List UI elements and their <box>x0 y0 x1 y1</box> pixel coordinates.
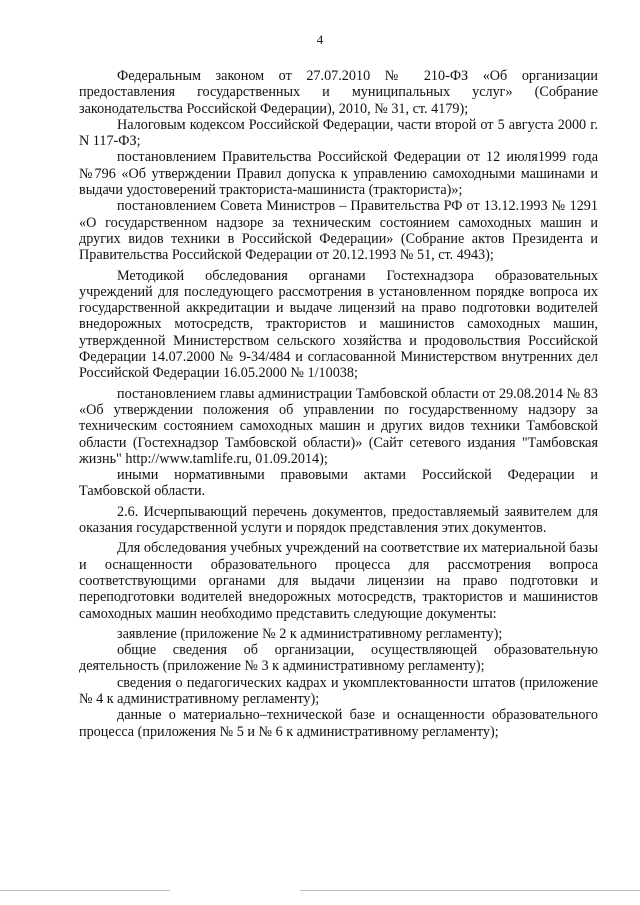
paragraph-tax-code: Налоговым кодексом Российской Федерации, части второй от 5 августа 2000 г. N 117-ФЗ; <box>79 116 598 150</box>
footer-rule-right <box>300 890 640 891</box>
footer-rule-left <box>0 890 170 891</box>
paragraph-staff-info: сведения о педагогических кадрах и укомплектованности штатов (приложение № 4 к административному регламенту); <box>79 674 598 707</box>
document-body <box>79 68 598 740</box>
paragraph-methodology: Методикой обследования органами Гостехнадзора образовательных учреждений для последующего рассмотрения в установленном порядке вопроса их государственной аккредитации и выдаче лицензий на право подготовки водителей внедорожных мотосредств, трактористов и машинистов самоходных машин, утвержденной Министерством сельского хозяйства и продовольствия Российской Федерации 14.07.2000 № 9-34/484 и согласованной Министерством внутренних дел Российской Федерации 16.05.2000 № 1/10038; <box>79 267 598 382</box>
paragraph-federal-law-210: Федеральным законом от 27.07.2010 № 210-ФЗ «Об организации предоставления государственных и муниципальных услуг» (Собрание законодательства Российской Федерации), 2010, № 31, ст. 4179); <box>79 68 598 117</box>
paragraph-resolution-796: постановлением Правительства Российской Федерации от 12 июля1999 года №796 «Об утверждении Правил допуска к управлению самоходными машинами и выдачи удостоверений тракториста-машиниста (тракториста)»; <box>79 149 598 199</box>
paragraph-application: заявление (приложение № 2 к административному регламенту); <box>117 625 503 642</box>
paragraph-resolution-83: постановлением главы администрации Тамбовской области от 29.08.2014 № 83 «Об утверждении положения об управлении по государственному надзору за техническим состоянием самоходных машин и других видов техники Тамбовской области (Гостехнадзор Тамбовской области)» (Сайт сетевого издания "Тамбовская жизнь" http://www.tamlife.ru, 01.09.2014); <box>79 385 598 467</box>
page-number: 4 <box>316 32 324 47</box>
paragraph-section-2-6: 2.6. Исчерпывающий перечень документов, предоставляемый заявителем для оказания государственной услуги и порядок представления этих документов. <box>79 503 598 537</box>
paragraph-other-acts: иными нормативными правовыми актами Российской Федерации и Тамбовской области. <box>79 467 598 500</box>
paragraph-general-info: общие сведения об организации, осуществляющей образовательную деятельность (приложение № 3 к административному регламенту); <box>79 642 598 675</box>
paragraph-documents-intro: Для обследования учебных учреждений на соответствие их материальной базы и оснащенности образовательного процесса для рассмотрения вопроса соответствующими органами для выдачи лицензии на право подготовки и переподготовки водителей внедорожных мотосредств, трактористов и машинистов самоходных машин необходимо представить следующие документы: <box>79 540 598 622</box>
paragraph-resolution-1291: постановлением Совета Министров – Правительства РФ от 13.12.1993 № 1291 «О государственном надзоре за техническим состоянием самоходных машин и других видов техники в Российской Федерации» (Собрание актов Президента и Правительства Российской Федерации от 20.12.1993 № 51, ст. 4943); <box>79 198 598 264</box>
paragraph-material-base: данные о материально–технической базе и оснащенности образовательного процесса (приложения № 5 и № 6 к административному регламенту); <box>79 707 598 740</box>
